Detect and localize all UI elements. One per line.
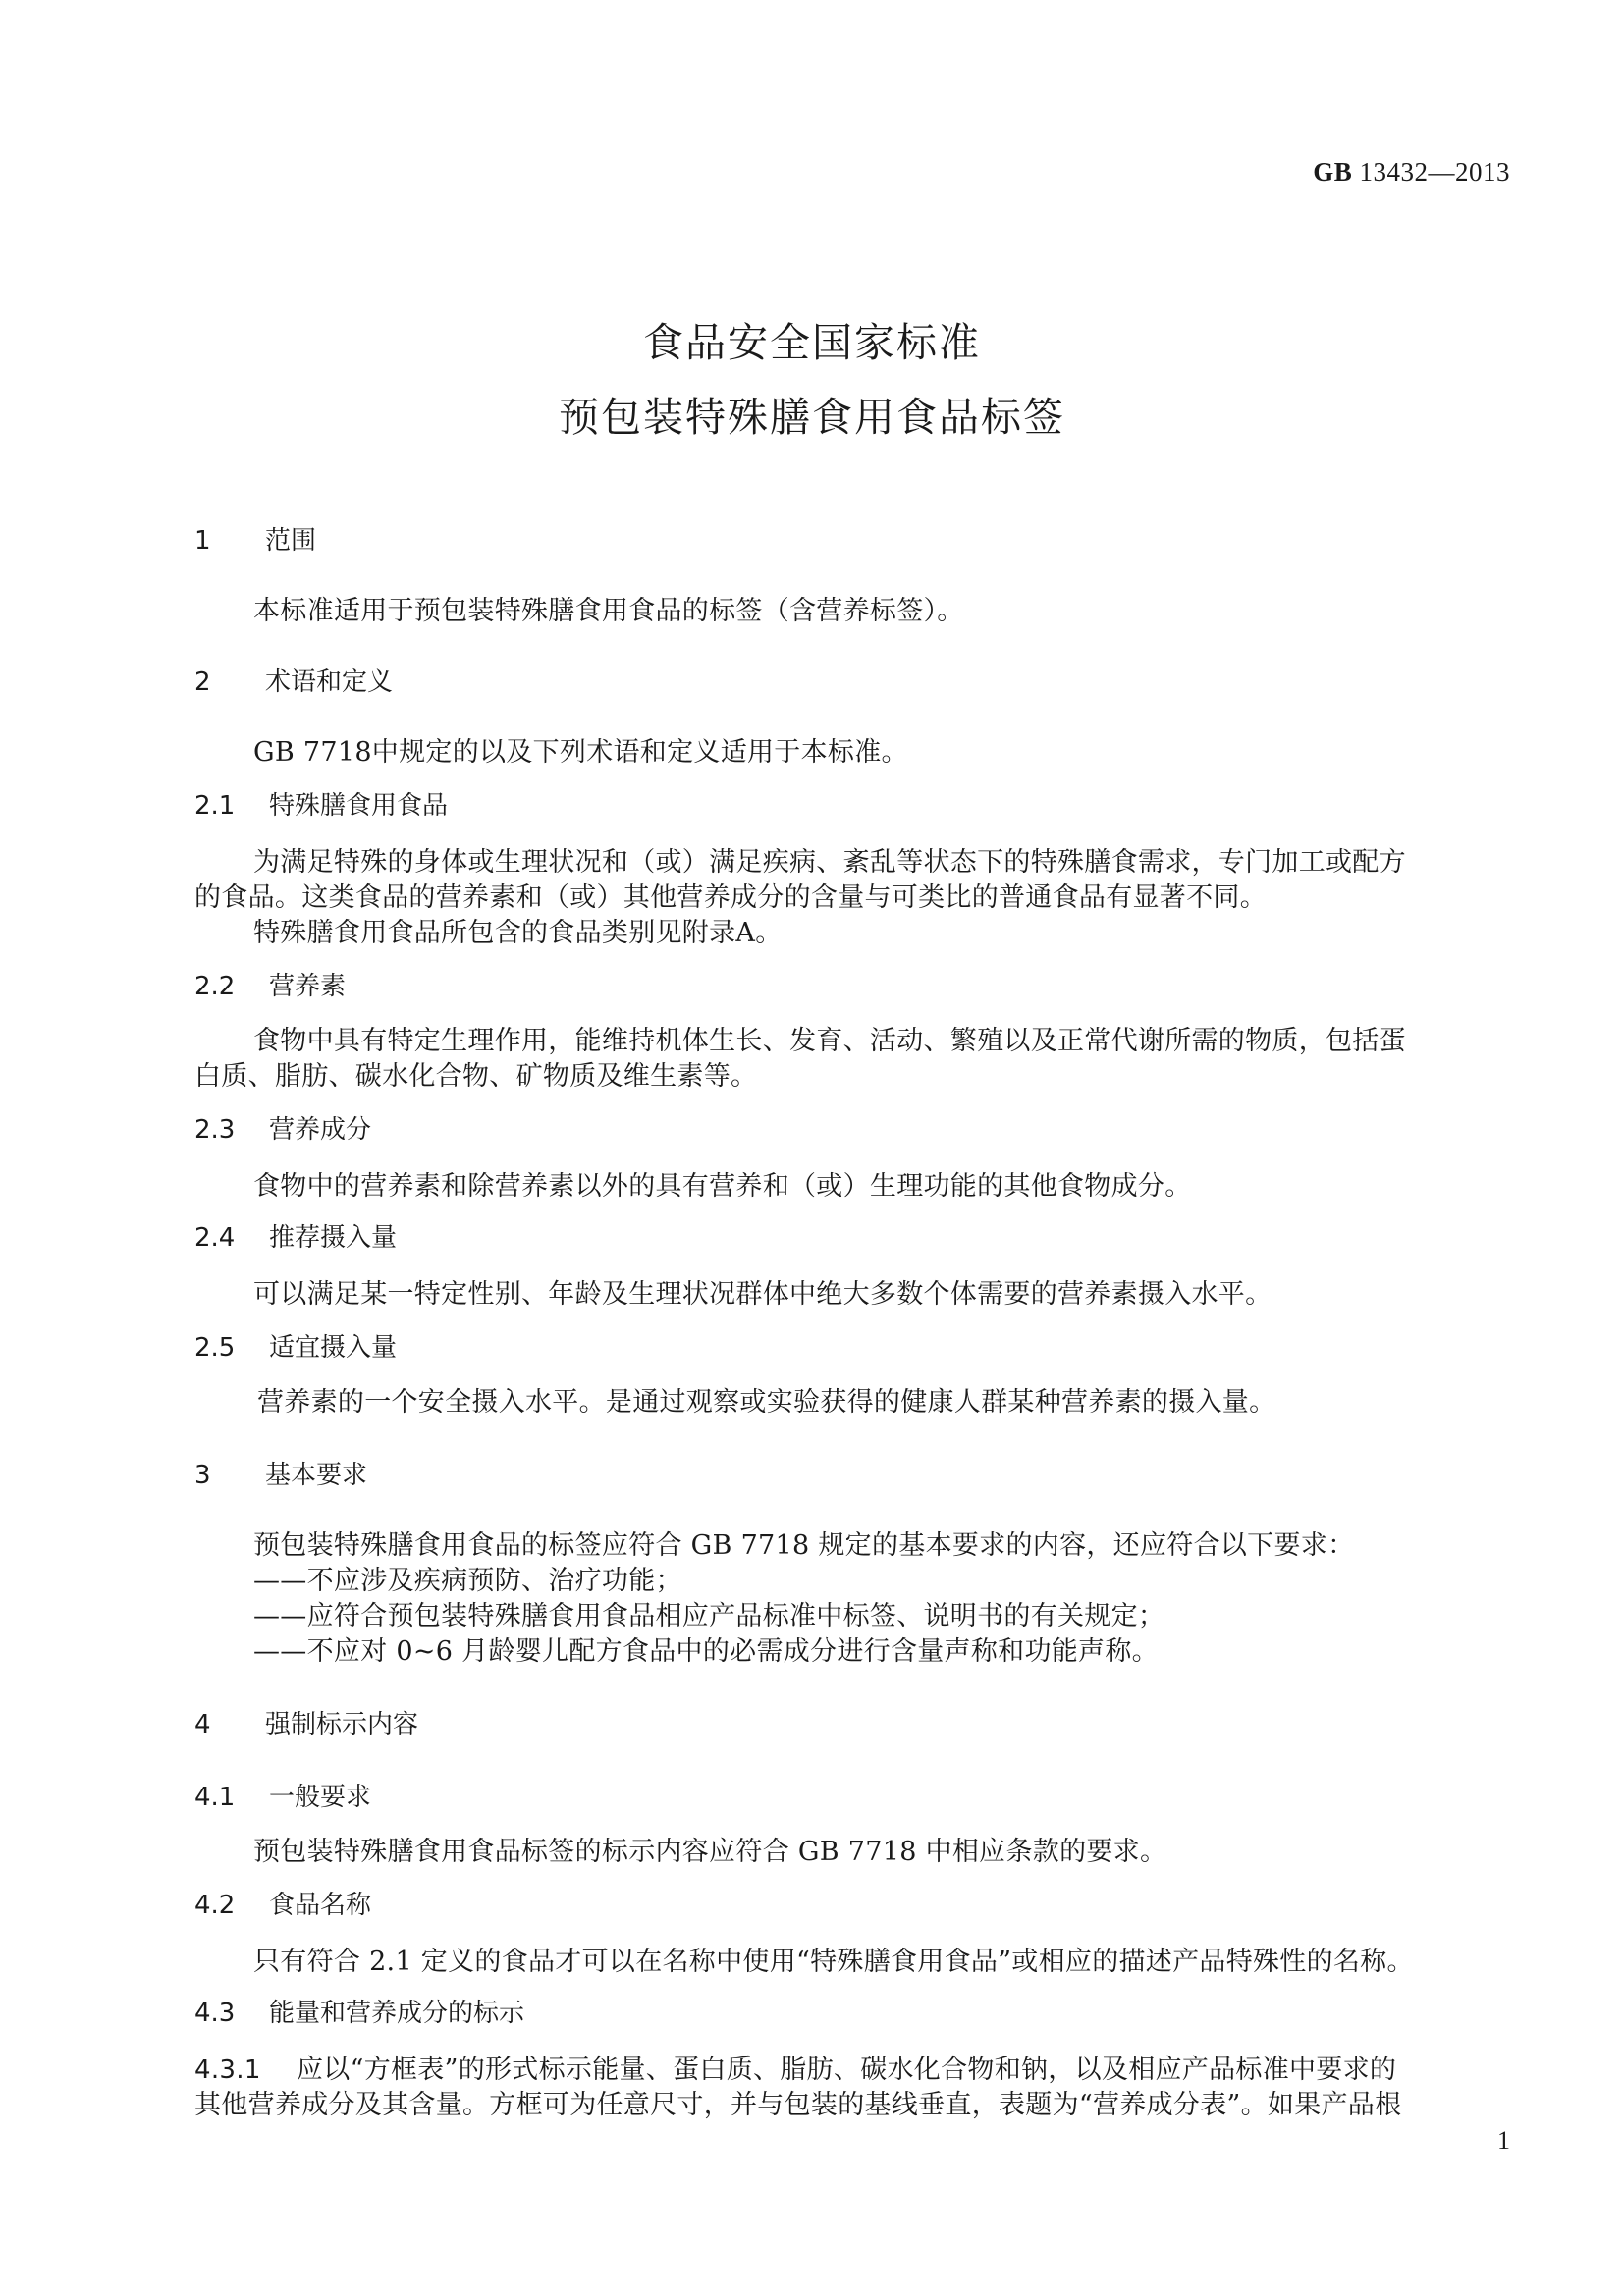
section-2-heading bbox=[194, 662, 393, 698]
section-2-5-heading bbox=[194, 1327, 397, 1363]
section-title: 营养成分 bbox=[269, 1115, 372, 1145]
section-title: 营养素 bbox=[269, 972, 347, 1001]
section-number: 2.2 bbox=[194, 972, 236, 1001]
section-3-heading bbox=[194, 1455, 367, 1491]
section-number: 3 bbox=[194, 1461, 211, 1490]
section-number: 2.1 bbox=[194, 791, 236, 821]
section-title: 一般要求 bbox=[269, 1783, 372, 1812]
section-number: 2 bbox=[194, 667, 211, 697]
section-number: 4.3 bbox=[194, 1999, 236, 2028]
section-2-2-paragraph-line2: 白质、脂肪、碳水化合物、矿物质及维生素等。 bbox=[194, 1061, 758, 1092]
section-2-1-paragraph-line2: 的食品。这类食品的营养素和（或）其他营养成分的含量与可类比的普通食品有显著不同。 bbox=[194, 882, 1267, 913]
document-title-line2: 预包装特殊膳食用食品标签 bbox=[559, 394, 1065, 441]
section-number: 2.3 bbox=[194, 1115, 236, 1145]
section-number: 4.2 bbox=[194, 1891, 236, 1920]
section-4-1-paragraph: 预包装特殊膳食用食品标签的标示内容应符合 GB 7718 中相应条款的要求。 bbox=[253, 1837, 1167, 1867]
section-title: 适宜摄入量 bbox=[269, 1333, 398, 1362]
section-4-3-1-text-line1: 应以“方框表”的形式标示能量、蛋白质、脂肪、碳水化合物和钠，以及相应产品标准中要求的 bbox=[297, 2055, 1397, 2085]
page-number: 1 bbox=[1497, 2126, 1510, 2155]
section-3-paragraph: 预包装特殊膳食用食品的标签应符合 GB 7718 规定的基本要求的内容，还应符合以下要求： bbox=[253, 1530, 1355, 1561]
section-2-4-heading bbox=[194, 1217, 397, 1254]
section-4-2-heading bbox=[194, 1885, 371, 1921]
section-4-2-paragraph: 只有符合 2.1 定义的食品才可以在名称中使用“特殊膳食用食品”或相应的描述产品特殊性的名称。 bbox=[253, 1947, 1414, 1977]
section-2-2-heading bbox=[194, 966, 346, 1002]
section-title: 食品名称 bbox=[269, 1891, 372, 1920]
section-title: 术语和定义 bbox=[265, 667, 394, 697]
section-number: 1 bbox=[194, 526, 211, 556]
section-title: 范围 bbox=[265, 526, 317, 556]
standard-code-number: 13432—2013 bbox=[1352, 157, 1510, 187]
section-number: 2.4 bbox=[194, 1223, 236, 1253]
section-title: 强制标示内容 bbox=[265, 1710, 419, 1739]
section-2-3-heading bbox=[194, 1109, 371, 1146]
section-1-heading bbox=[194, 520, 316, 557]
section-2-2-paragraph-line1: 食物中具有特定生理作用，能维持机体生长、发育、活动、繁殖以及正常代谢所需的物质，包括蛋 bbox=[253, 1026, 1406, 1056]
section-title: 推荐摄入量 bbox=[269, 1223, 398, 1253]
section-2-3-paragraph: 食物中的营养素和除营养素以外的具有营养和（或）生理功能的其他食物成分。 bbox=[253, 1171, 1192, 1201]
section-4-3-1-paragraph-line1 bbox=[194, 2048, 1396, 2086]
section-2-1-paragraph-line1: 为满足特殊的身体或生理状况和（或）满足疾病、紊乱等状态下的特殊膳食需求，专门加工或配方 bbox=[253, 847, 1406, 878]
section-4-heading bbox=[194, 1704, 418, 1740]
section-title: 能量和营养成分的标示 bbox=[269, 1999, 525, 2028]
section-number: 4.3.1 bbox=[194, 2056, 261, 2085]
section-1-paragraph: 本标准适用于预包装特殊膳食用食品的标签（含营养标签）。 bbox=[253, 596, 964, 626]
section-number: 4 bbox=[194, 1710, 211, 1739]
section-2-paragraph: GB 7718中规定的以及下列术语和定义适用于本标准。 bbox=[253, 737, 908, 768]
section-3-bullet-1: ——不应涉及疾病预防、治疗功能； bbox=[253, 1566, 682, 1596]
standard-code-prefix: GB bbox=[1313, 157, 1353, 187]
section-4-3-1-paragraph-line2: 其他营养成分及其含量。方框可为任意尺寸，并与包装的基线垂直，表题为“营养成分表”。如果产品根 bbox=[194, 2090, 1402, 2120]
section-number: 2.5 bbox=[194, 1333, 236, 1362]
section-title: 特殊膳食用食品 bbox=[269, 791, 449, 821]
section-3-bullet-2: ——应符合预包装特殊膳食用食品相应产品标准中标签、说明书的有关规定； bbox=[253, 1601, 1165, 1631]
section-4-1-heading bbox=[194, 1777, 371, 1813]
standard-code bbox=[1313, 157, 1510, 187]
section-2-4-paragraph: 可以满足某一特定性别、年龄及生理状况群体中绝大多数个体需要的营养素摄入水平。 bbox=[253, 1279, 1272, 1309]
section-2-1-paragraph2: 特殊膳食用食品所包含的食品类别见附录A。 bbox=[253, 918, 783, 948]
section-number: 4.1 bbox=[194, 1783, 236, 1812]
section-4-3-heading bbox=[194, 1993, 524, 2029]
section-2-1-heading bbox=[194, 785, 448, 822]
document-title-line1: 食品安全国家标准 bbox=[643, 319, 981, 366]
section-2-5-paragraph: 营养素的一个安全摄入水平。是通过观察或实验获得的健康人群某种营养素的摄入量。 bbox=[257, 1387, 1276, 1417]
section-title: 基本要求 bbox=[265, 1461, 368, 1490]
section-3-bullet-3: ——不应对 0~6 月龄婴儿配方食品中的必需成分进行含量声称和功能声称。 bbox=[253, 1636, 1159, 1667]
